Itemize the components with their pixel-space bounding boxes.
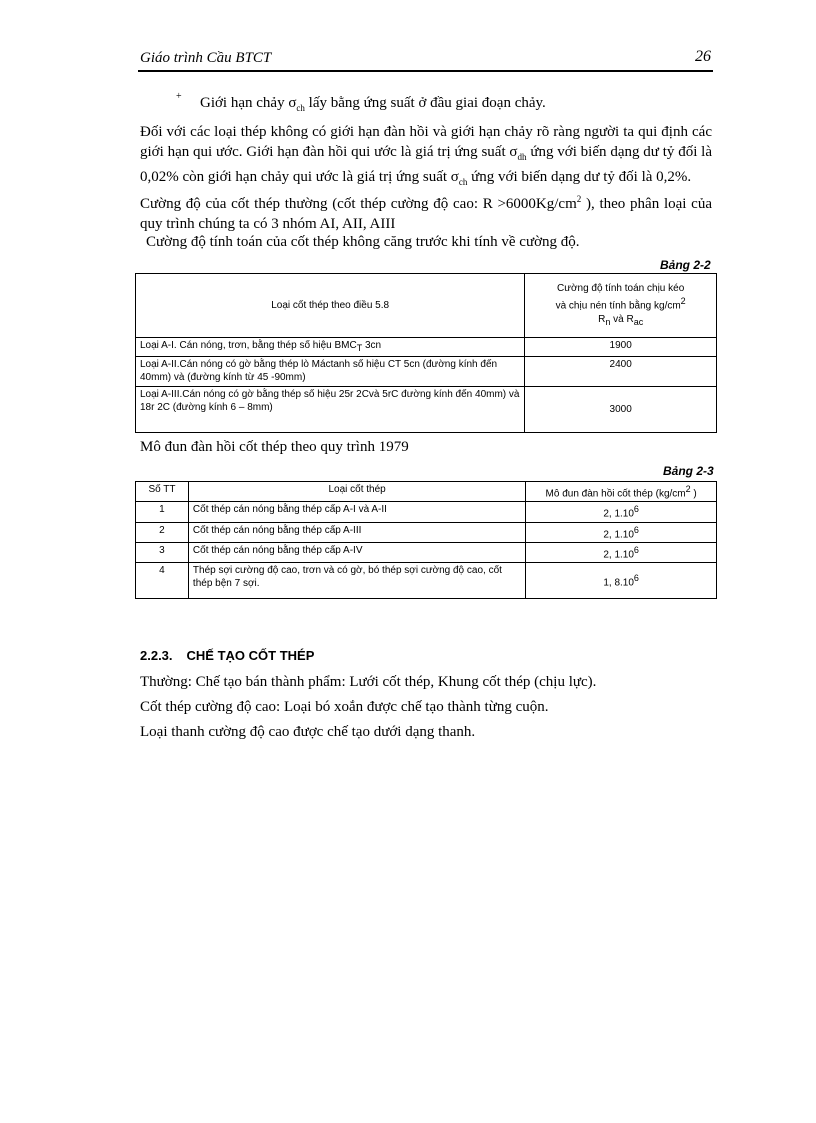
header-steel-type: Loại cốt thép theo điều 5.8 (136, 274, 525, 338)
row-modulus: 2, 1.10$^6$ (526, 542, 717, 562)
table-row (136, 502, 717, 522)
table-row (136, 563, 717, 599)
table-row (136, 542, 717, 562)
paragraph-steel-strength: Cường độ của cốt thép thường (cốt thép cường độ cao: $R >6000Kg/cm^2$ ), theo phân loại của quy trình chúng ta có 3 nhóm AI, AII, AIII (140, 194, 712, 232)
row-modulus: 2, 1.10$^6$ (526, 502, 717, 522)
row-steel-type: Cốt thép cán nóng bằng thép cấp A-I và A-II (188, 502, 525, 522)
header-steel-type: Loại cốt thép (188, 482, 525, 502)
table-header-row (136, 482, 717, 502)
table-header-row (136, 274, 717, 338)
row-stt: 3 (136, 542, 189, 562)
row-stt: 1 (136, 502, 189, 522)
paragraph-conventional-limits: Đối với các loại thép không có giới hạn đàn hồi và giới hạn chảy rõ ràng người ta qui định các giới hạn qui ước. Giới hạn đàn hồi qui ước là giá trị ứng suất $\sigma_{dh}$ ứng với biến dạng dư tỷ đối là 0,02% còn giới hạn chảy qui ước là giá trị ứng suất $\sigma_{ch}$ ứng với biến dạng dư tỷ đối là 0,2%. (140, 124, 713, 187)
table-row (136, 338, 717, 357)
page-header (138, 48, 713, 72)
paragraph-elastic-modulus: Mô đun đàn hồi cốt thép theo quy trình 1979 (140, 439, 409, 455)
section-heading (140, 648, 314, 663)
table-elastic-modulus (135, 481, 717, 599)
table1-caption: Bảng 2-2 (660, 258, 711, 272)
row-stt: 2 (136, 522, 189, 542)
table-row (136, 387, 717, 433)
row-strength-value: 2400 (525, 357, 717, 387)
row-steel-type: Loại A-III.Cán nóng có gờ bằng thép số hiệu 25r 2Cvà 5rC đường kính đến 40mm) và 18r 2C (đường kính 6 – 8mm) (136, 387, 525, 433)
row-steel-type: Thép sợi cường độ cao, trơn và có gờ, bó thép sợi cường độ cao, cốt thép bện 7 sợi. (188, 563, 525, 599)
table-design-strength (135, 273, 717, 433)
table-row (136, 522, 717, 542)
header-stt: Số TT (136, 482, 189, 502)
row-strength-value: 1900 (525, 338, 717, 357)
header-design-strength: Cường độ tính toán chịu kéo và chịu nén tính bằng $kg/cm^2$ $R_n$ và $R_{ac}$ (525, 274, 717, 338)
section-number: 2.2.3. (140, 648, 173, 663)
section-title: CHẾ TẠO CỐT THÉP (186, 648, 315, 663)
bullet-text: Giới hạn chảy $\sigma_{ch}$ lấy bằng ứng suất ở đầu giai đoạn chảy. (200, 95, 546, 113)
table2-caption: Bảng 2-3 (663, 464, 714, 478)
row-stt: 4 (136, 563, 189, 599)
row-steel-type: Loại A-II.Cán nóng có gờ bằng thép lò Máctanh số hiệu CT 5cn (đường kính đến 40mm) và (đường kính từ 45 -90mm) (136, 357, 525, 387)
paragraph-design-strength: Cường độ tính toán của cốt thép không căng trước khi tính về cường độ. (146, 234, 580, 250)
paragraph-high-strength-coils: Cốt thép cường độ cao: Loại bó xoắn được chế tạo thành từng cuộn. (140, 699, 549, 715)
table-row (136, 357, 717, 387)
header-modulus: Mô đun đàn hồi cốt thép ($kg/cm^2$ ) (526, 482, 717, 502)
row-steel-type: Cốt thép cán nóng bằng thép cấp A-III (188, 522, 525, 542)
row-steel-type: Cốt thép cán nóng bằng thép cấp A-IV (188, 542, 525, 562)
row-steel-type: Loại A-I. Cán nóng, trơn, bằng thép số hiệu $BMC_T$ 3cn (136, 338, 525, 357)
row-modulus: 2, 1.10$^6$ (526, 522, 717, 542)
page-number: 26 (695, 48, 711, 65)
paragraph-high-strength-bars: Loại thanh cường độ cao được chế tạo dưới dạng thanh. (140, 724, 476, 740)
row-strength-value: 3000 (525, 387, 717, 433)
document-title: Giáo trình Cầu BTCT (140, 50, 272, 66)
paragraph-ordinary-fabrication: Thường: Chế tạo bán thành phẩm: Lưới cốt thép, Khung cốt thép (chịu lực). (140, 674, 597, 690)
row-modulus: 1, 8.10$^6$ (526, 563, 717, 599)
bullet-marker: + (176, 91, 182, 102)
